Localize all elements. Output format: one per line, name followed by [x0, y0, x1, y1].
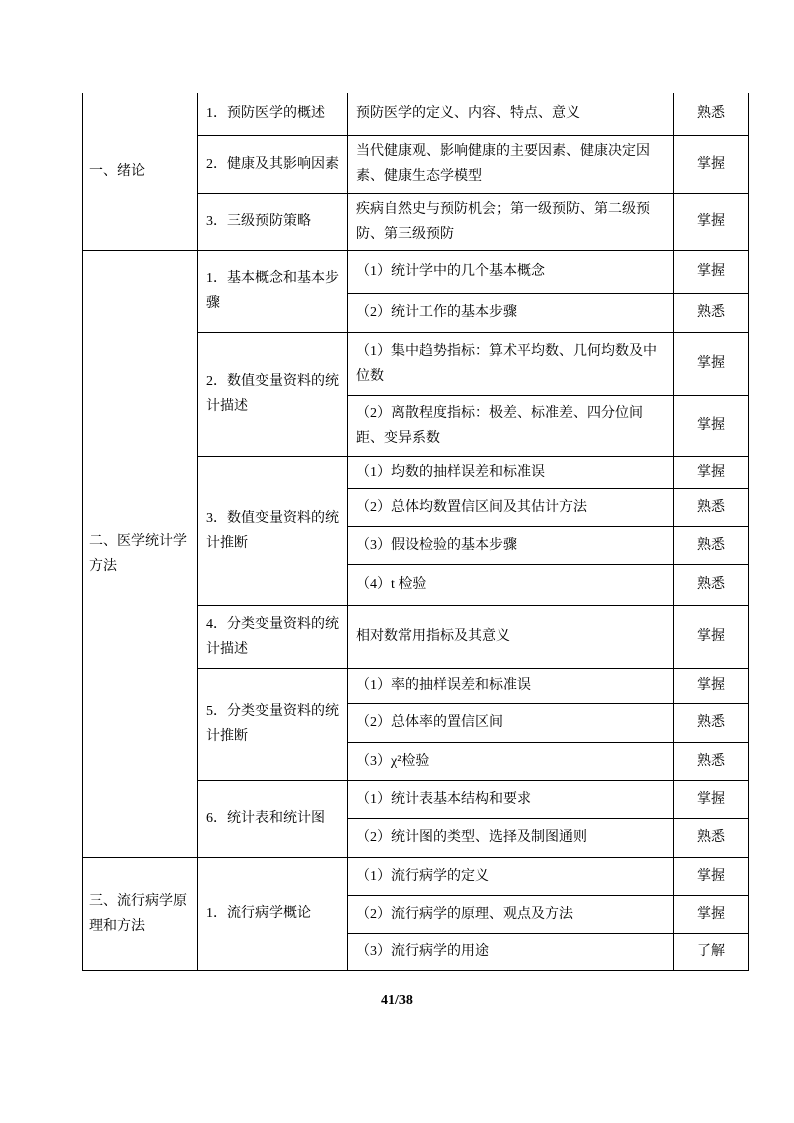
content-cell: （4）t 检验 — [348, 564, 674, 605]
content-cell: （1）率的抽样误差和标准误 — [348, 668, 674, 703]
content-cell: 预防医学的定义、内容、特点、意义 — [348, 93, 674, 135]
mastery-cell: 掌握 — [674, 668, 749, 703]
content-cell: （3）流行病学的用途 — [348, 933, 674, 970]
content-cell: 相对数常用指标及其意义 — [348, 605, 674, 668]
section-cell: 4．分类变量资料的统计描述 — [198, 605, 348, 668]
content-cell: （2）统计工作的基本步骤 — [348, 293, 674, 332]
section-cell: 3．数值变量资料的统计推断 — [198, 456, 348, 605]
mastery-cell: 熟悉 — [674, 742, 749, 780]
section-cell: 1．预防医学的概述 — [198, 93, 348, 135]
mastery-cell: 熟悉 — [674, 93, 749, 135]
syllabus-table — [82, 93, 749, 971]
content-cell: （3）χ²检验 — [348, 742, 674, 780]
content-cell: （1）集中趋势指标：算术平均数、几何均数及中位数 — [348, 332, 674, 395]
page-number: 41/38 — [381, 993, 413, 1008]
mastery-cell: 了解 — [674, 933, 749, 970]
mastery-cell: 熟悉 — [674, 488, 749, 526]
mastery-cell: 掌握 — [674, 193, 749, 250]
chapter-cell: 二、医学统计学方法 — [83, 250, 198, 857]
content-cell: （1）统计表基本结构和要求 — [348, 780, 674, 818]
mastery-cell: 掌握 — [674, 332, 749, 395]
content-cell: （2）统计图的类型、选择及制图通则 — [348, 818, 674, 857]
section-cell: 3．三级预防策略 — [198, 193, 348, 250]
table-row — [83, 93, 749, 135]
content-cell: （1）流行病学的定义 — [348, 857, 674, 895]
mastery-cell: 熟悉 — [674, 818, 749, 857]
section-cell: 1．流行病学概论 — [198, 857, 348, 970]
content-cell: 疾病自然史与预防机会；第一级预防、第二级预防、第三级预防 — [348, 193, 674, 250]
content-cell: （1）均数的抽样误差和标准误 — [348, 456, 674, 488]
mastery-cell: 掌握 — [674, 605, 749, 668]
section-cell: 2．健康及其影响因素 — [198, 135, 348, 193]
mastery-cell: 掌握 — [674, 250, 749, 293]
table-row — [83, 250, 749, 293]
content-cell: （2）总体均数置信区间及其估计方法 — [348, 488, 674, 526]
content-cell: （2）总体率的置信区间 — [348, 703, 674, 742]
mastery-cell: 掌握 — [674, 895, 749, 933]
content-cell: （1）统计学中的几个基本概念 — [348, 250, 674, 293]
mastery-cell: 熟悉 — [674, 293, 749, 332]
chapter-cell: 三、流行病学原理和方法 — [83, 857, 198, 970]
mastery-cell: 掌握 — [674, 135, 749, 193]
content-cell: （2）离散程度指标：极差、标准差、四分位间距、变异系数 — [348, 395, 674, 456]
mastery-cell: 熟悉 — [674, 703, 749, 742]
section-cell: 2．数值变量资料的统计描述 — [198, 332, 348, 456]
mastery-cell: 掌握 — [674, 395, 749, 456]
section-cell: 6．统计表和统计图 — [198, 780, 348, 857]
content-cell: （3）假设检验的基本步骤 — [348, 526, 674, 564]
section-cell: 1．基本概念和基本步骤 — [198, 250, 348, 332]
mastery-cell: 熟悉 — [674, 564, 749, 605]
table-row — [83, 857, 749, 895]
content-cell: （2）流行病学的原理、观点及方法 — [348, 895, 674, 933]
section-cell: 5．分类变量资料的统计推断 — [198, 668, 348, 780]
mastery-cell: 掌握 — [674, 456, 749, 488]
chapter-cell: 一、绪论 — [83, 93, 198, 250]
mastery-cell: 掌握 — [674, 857, 749, 895]
mastery-cell: 掌握 — [674, 780, 749, 818]
mastery-cell: 熟悉 — [674, 526, 749, 564]
content-cell: 当代健康观、影响健康的主要因素、健康决定因素、健康生态学模型 — [348, 135, 674, 193]
